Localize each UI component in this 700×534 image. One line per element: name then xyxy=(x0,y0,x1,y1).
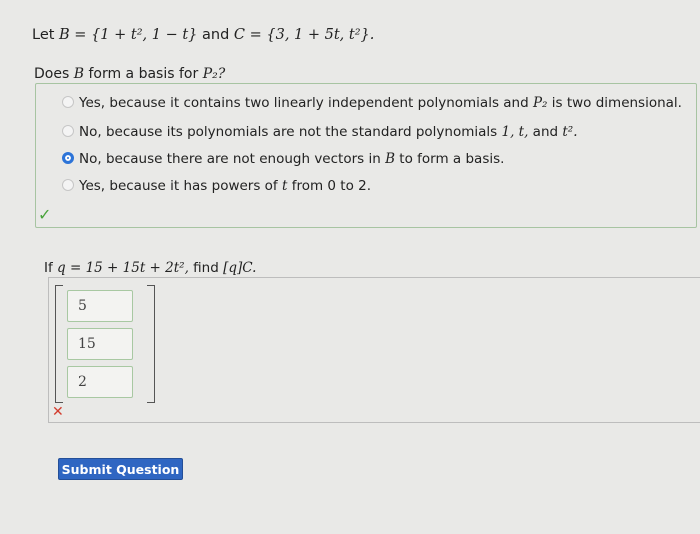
prompt-lead-text: Does xyxy=(34,66,70,82)
option-2-math: 1, t, xyxy=(501,124,529,140)
option-2-math2: t². xyxy=(562,124,578,140)
prompt-var-b: B xyxy=(73,66,85,82)
prompt-space-p2: P₂? xyxy=(202,66,226,82)
option-1-text-a: Yes, because it contains two linearly independent polynomials and xyxy=(79,95,529,111)
stem-let-text: Let xyxy=(32,27,55,43)
option-3[interactable] xyxy=(62,151,504,167)
option-4[interactable] xyxy=(62,178,371,194)
stem-and-text: and xyxy=(202,27,230,43)
question-1-prompt xyxy=(34,66,225,82)
vector-entry-1[interactable]: 5 xyxy=(67,290,133,322)
option-2-text-b: and xyxy=(532,124,559,140)
option-2-text-a: No, because its polynomials are not the standard polynomials xyxy=(79,124,498,140)
prompt-mid-text: form a basis for xyxy=(88,66,199,82)
radio-option-4[interactable] xyxy=(62,179,74,191)
matrix-right-bracket xyxy=(147,285,155,403)
x-icon: ✕ xyxy=(52,404,64,420)
check-icon: ✓ xyxy=(38,205,52,224)
matrix-left-bracket xyxy=(55,285,63,403)
q2-prompt-mid: find xyxy=(193,260,219,276)
q2-prompt-lead: If xyxy=(44,260,53,276)
option-1[interactable] xyxy=(62,95,682,111)
vector-entry-3[interactable]: 2 xyxy=(67,366,133,398)
submit-question-button[interactable]: Submit Question xyxy=(58,458,183,480)
q2-polynomial: q = 15 + 15t + 2t², xyxy=(57,260,189,276)
radio-option-1[interactable] xyxy=(62,96,74,108)
radio-option-3-selected[interactable] xyxy=(62,152,74,164)
vector-entry-2[interactable]: 15 xyxy=(67,328,133,360)
option-4-text-b: from 0 to 2. xyxy=(291,178,372,194)
option-1-math: P₂ xyxy=(532,95,548,111)
set-c-definition: C = {3, 1 + 5t, t²}. xyxy=(233,27,375,43)
option-1-text-b: is two dimensional. xyxy=(551,95,682,111)
question-2-prompt xyxy=(44,260,256,276)
option-2[interactable] xyxy=(62,124,578,140)
option-3-math: B xyxy=(385,151,395,167)
option-3-text-a: No, because there are not enough vectors in xyxy=(79,151,381,167)
set-b-definition: B = {1 + t², 1 − t} xyxy=(59,27,198,43)
question-1-stem xyxy=(32,27,374,43)
question-2-answer-box xyxy=(48,277,700,423)
option-4-text-a: Yes, because it has powers of xyxy=(79,178,278,194)
option-3-text-b: to form a basis. xyxy=(399,151,505,167)
option-4-math: t xyxy=(281,178,288,194)
radio-option-2[interactable] xyxy=(62,125,74,137)
q2-coordinate-vector: [q]C. xyxy=(223,260,257,276)
